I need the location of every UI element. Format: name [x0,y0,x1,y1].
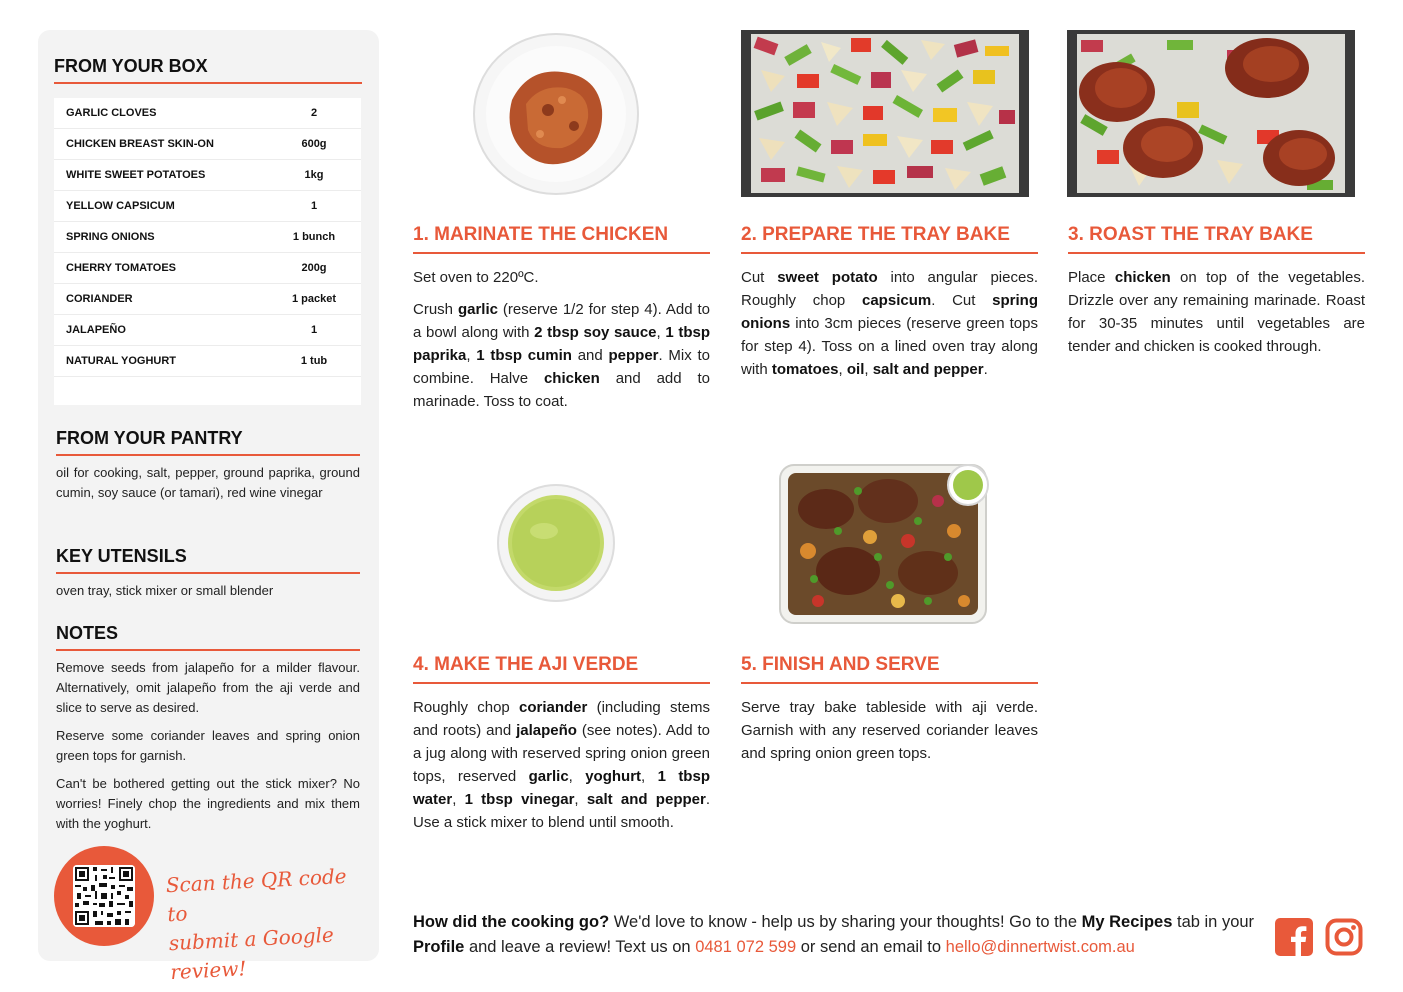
ingredient-qty: 1 [310,200,318,212]
text: Crush [413,301,458,318]
ingredient-name: CORIANDER [66,293,133,305]
ingredient-highlight: 1 tbsp water [413,768,710,808]
qr-code-icon[interactable] [73,865,135,927]
finished-tray-bake-photo [778,461,990,627]
text: into angular pieces. Roughly chop [741,269,1038,309]
text: , [838,361,847,378]
step-3-paragraph [1068,266,1365,358]
ingredient-highlight: oil [846,361,865,378]
ingredient-highlight: salt and pepper [872,361,984,378]
table-row [54,222,361,253]
qr-review-caption [165,861,371,987]
step-1-paragraph-2 [413,298,710,413]
ingredient-name: WHITE SWEET POTATOES [66,169,206,181]
step-5-body [741,696,1038,774]
ingredient-qty: 1 [310,324,318,336]
facebook-icon[interactable] [1275,918,1313,956]
ingredient-highlight: yoghurt [585,768,642,785]
ingredient-name: YELLOW CAPSICUM [66,200,175,212]
note-item: Can't be bothered getting out the stick mixer? No worries! Finely chop the ingredients and mix them with the yoghurt. [56,776,360,831]
step-5-paragraph: Serve tray bake tableside with aji verde. Garnish with any reserved coriander leaves and spring onion green tops. [741,699,1038,762]
ingredient-qty: 1 bunch [292,231,336,243]
text: , [864,361,873,378]
aji-verde-bowl-photo [496,483,616,603]
ingredient-qty: 1 tub [300,355,328,367]
text: . [983,361,988,378]
ingredient-qty: 600g [301,138,327,150]
text: and add to marinade. Toss to coat. [413,370,710,410]
step-2-body [741,266,1038,390]
ingredient-highlight: 1 tbsp vinegar [464,791,575,808]
note-item: Remove seeds from jalapeño for a milder flavour. Alternatively, omit jalapeño from the aji verde and slice to serve as desired. [56,660,360,715]
step-3-body [1068,266,1365,367]
table-row [54,315,361,346]
text: or send an email to [796,938,946,956]
qr-code-badge[interactable] [54,846,154,946]
ingredient-highlight: pepper [608,347,659,364]
my-recipes-label: My Recipes [1081,913,1173,931]
qr-caption-line-1: Scan the QR code to [165,863,348,927]
ingredient-qty: 200g [301,262,327,274]
utensils-text: oven tray, stick mixer or small blender [56,583,274,598]
text: Cut [741,269,778,286]
instagram-icon[interactable] [1325,918,1363,956]
text: . Use a stick mixer to blend until smooth. [413,791,710,831]
ingredient-highlight: garlic [528,768,569,785]
ingredient-highlight: 1 tbsp paprika [413,324,710,364]
text: , [574,791,587,808]
text: on top of the vegetables. Drizzle over any remaining marinade. Roast for 30-35 minutes until vegetables are tender and chicken is cooked through. [1068,269,1365,355]
ingredient-name: CHERRY TOMATOES [66,262,177,274]
text: and leave a review! Text us on [464,938,696,956]
text: . Mix to combine. Halve [413,347,710,387]
table-row [54,129,361,160]
profile-label: Profile [413,938,465,956]
ingredient-name: SPRING ONIONS [66,231,155,243]
text: , [656,324,666,341]
key-utensils-heading: KEY UTENSILS [56,546,360,574]
step-1-paragraph-1: Set oven to 220ºC. [413,269,539,286]
ingredient-name: NATURAL YOGHURT [66,355,176,367]
ingredient-name: JALAPEÑO [66,324,126,336]
ingredient-highlight: tomatoes [771,361,839,378]
ingredient-highlight: garlic [457,301,498,318]
ingredient-qty: 1 packet [291,293,337,305]
ingredients-table [54,98,361,405]
raw-tray-vegetables-photo [741,30,1029,197]
text: , [641,768,658,785]
step-3-title: 3. ROAST THE TRAY BAKE [1068,224,1365,254]
ingredients-sidebar [38,30,379,985]
step-1-body [413,266,710,422]
ingredient-name: GARLIC CLOVES [66,107,157,119]
table-row [54,191,361,222]
ingredient-highlight: spring onions [741,292,1038,332]
note-item: Reserve some coriander leaves and spring onion green tops for garnish. [56,728,360,763]
step-2-paragraph [741,266,1038,381]
text: , [568,768,586,785]
ingredient-highlight: chicken [543,370,600,387]
text: (see notes). Add to a jug along with reserved spring onion green tops, reserved [413,722,710,785]
ingredient-highlight: 2 tbsp soy sauce [534,324,657,341]
pantry-text: oil for cooking, salt, pepper, ground paprika, ground cumin, soy sauce (or tamari), red wine vinegar [56,465,360,500]
text: (reserve 1/2 for step 4). Add to a bowl along with [413,301,710,341]
table-row [54,253,361,284]
ingredient-name: CHICKEN BREAST SKIN-ON [66,138,214,150]
email-link[interactable]: hello@dinnertwist.com.au [945,938,1135,956]
table-row [54,160,361,191]
text: and [571,347,609,364]
ingredient-highlight: chicken [1114,269,1171,286]
step-5-title: 5. FINISH AND SERVE [741,654,1038,684]
phone-link[interactable]: 0481 072 599 [695,938,797,956]
text: (including stems and roots) and [413,699,710,739]
step-1-title: 1. MARINATE THE CHICKEN [413,224,710,254]
notes-heading: NOTES [56,623,360,651]
marinated-chicken-bowl-photo [470,30,642,198]
table-row [54,98,361,129]
ingredient-qty: 2 [310,107,318,119]
step-4-body [413,696,710,843]
from-your-box-heading: FROM YOUR BOX [54,56,362,84]
text: We'd love to know - help us by sharing your thoughts! Go to the [609,913,1082,931]
ingredient-highlight: jalapeño [516,722,577,739]
table-row [54,284,361,315]
text: , [466,347,477,364]
text: , [452,791,465,808]
ingredient-highlight: salt and pepper [586,791,706,808]
step-2-title: 2. PREPARE THE TRAY BAKE [741,224,1038,254]
ingredient-qty: 1kg [304,169,324,181]
ingredient-highlight: capsicum [862,292,932,309]
text: . Cut [931,292,993,309]
roasted-tray-bake-photo [1067,30,1355,197]
text: tab in your [1172,913,1255,931]
table-row [54,346,361,377]
step-4-paragraph [413,696,710,834]
ingredient-highlight: sweet potato [777,269,878,286]
from-your-pantry-heading: FROM YOUR PANTRY [56,428,360,456]
text: Roughly chop [413,699,519,716]
qr-caption-line-2: submit a Google review! [168,922,335,985]
text: into 3cm pieces (reserve green tops for step 4). Toss on a lined oven tray along with [741,315,1038,378]
ingredient-highlight: coriander [519,699,588,716]
ingredient-highlight: 1 tbsp cumin [476,347,572,364]
notes-list [56,658,360,842]
footer-question: How did the cooking go? [413,913,610,931]
step-4-title: 4. MAKE THE AJI VERDE [413,654,710,684]
text: Place [1068,269,1115,286]
feedback-footer [413,910,1263,960]
